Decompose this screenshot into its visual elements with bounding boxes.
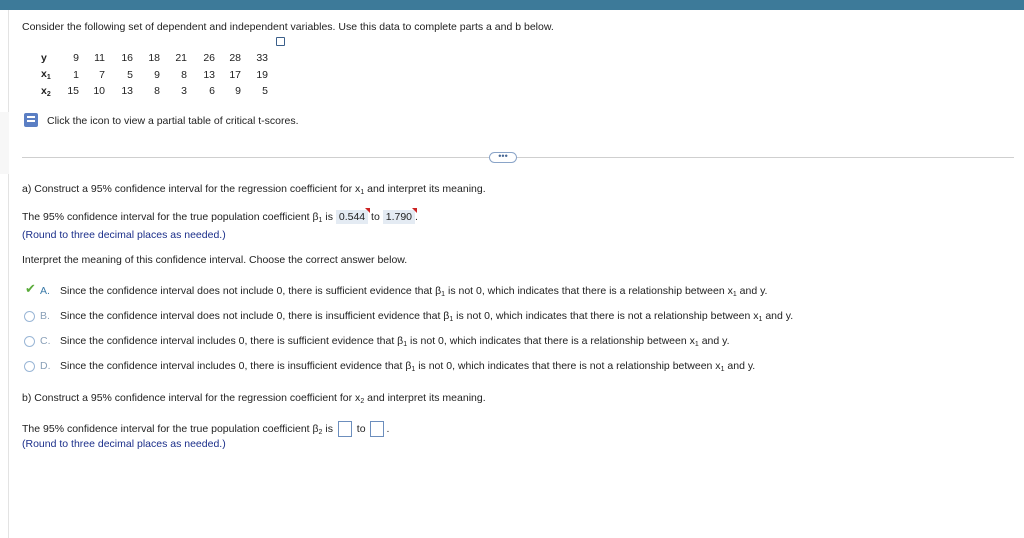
t-table-book-icon[interactable]	[24, 113, 38, 127]
row-label: $x_1$	[41, 68, 51, 82]
part-b-ci-statement: The 95% confidence interval for the true population coefficient $\beta_2$ is to .	[22, 422, 390, 436]
ci-upper-input[interactable]	[370, 421, 384, 437]
option-b-letter: B.	[40, 310, 50, 322]
table-cell: 13	[121, 85, 133, 98]
table-cell: 21	[175, 52, 187, 65]
top-bar	[0, 0, 1024, 10]
table-cell: 8	[154, 85, 160, 98]
rounding-hint: (Round to three decimal places as needed.)	[22, 229, 226, 241]
option-c-letter: C.	[40, 335, 51, 347]
table-cell: 17	[229, 68, 241, 81]
table-cell: 9	[235, 85, 241, 98]
left-band	[0, 112, 9, 174]
table-cell: 28	[229, 52, 241, 65]
table-cell: 10	[93, 85, 105, 98]
checkmark-icon[interactable]: ✔	[25, 281, 36, 296]
option-d-letter: D.	[40, 360, 51, 372]
option-a-letter: A.	[40, 285, 50, 297]
table-cell: 15	[67, 85, 79, 98]
table-cell: 19	[256, 68, 268, 81]
table-cell: 6	[209, 85, 215, 98]
interpret-prompt: Interpret the meaning of this confidence interval. Choose the correct answer below.	[22, 254, 408, 266]
table-cell: 13	[203, 68, 215, 81]
ci-lower-answer[interactable]: 0.544	[336, 210, 368, 224]
data-table	[41, 50, 268, 100]
expand-more-button[interactable]: •••	[489, 152, 517, 163]
ci-upper-answer[interactable]: 1.790	[383, 210, 415, 224]
part-a-question: a) Construct a 95% confidence interval for the regression coefficient for $x_1$ and interpret its meaning.	[22, 183, 486, 196]
table-cell: 33	[256, 52, 268, 65]
table-cell: 26	[203, 52, 215, 65]
part-b-question: b) Construct a 95% confidence interval for the regression coefficient for $x_2$ and interpret its meaning.	[22, 392, 486, 405]
option-d-text[interactable]: Since the confidence interval includes 0, there is insufficient evidence that $\beta_1$ is not 0, which indicates that there is not a relationship between $x_1$ and y.	[60, 360, 756, 373]
option-b-text[interactable]: Since the confidence interval does not include 0, there is insufficient evidence that $\beta_1$ is not 0, which indicates that there is not a relationship between $x_1$ and y.	[60, 310, 794, 323]
t-table-link-text[interactable]: Click the icon to view a partial table of critical t-scores.	[47, 115, 299, 127]
table-cell: 18	[148, 52, 160, 65]
copy-data-icon[interactable]	[276, 37, 285, 46]
option-d-radio[interactable]	[24, 361, 35, 372]
table-row-x2	[41, 83, 268, 100]
option-b-radio[interactable]	[24, 311, 35, 322]
table-cell: 7	[99, 68, 105, 81]
row-label: $x_2$	[41, 84, 51, 98]
rounding-hint-b: (Round to three decimal places as needed.)	[22, 438, 226, 450]
table-cell: 8	[181, 68, 187, 81]
table-cell: 3	[181, 85, 187, 98]
section-divider	[22, 157, 1014, 158]
table-cell: 9	[73, 52, 79, 65]
option-a-text[interactable]: Since the confidence interval does not include 0, there is sufficient evidence that $\beta_1$ is not 0, which indicates that there is a relationship between $x_1$ and y.	[60, 285, 768, 298]
table-cell: 11	[94, 52, 105, 65]
left-border	[8, 10, 9, 538]
table-cell: 5	[262, 85, 268, 98]
ci-lower-input[interactable]	[338, 421, 352, 437]
option-c-radio[interactable]	[24, 336, 35, 347]
question-intro: Consider the following set of dependent and independent variables. Use this data to complete parts a and b below.	[22, 21, 554, 33]
table-cell: 1	[73, 68, 79, 81]
table-row-y	[41, 50, 268, 67]
row-label: y	[41, 52, 47, 65]
option-c-text[interactable]: Since the confidence interval includes 0, there is sufficient evidence that $\beta_1$ is not 0, which indicates that there is a relationship between $x_1$ and y.	[60, 335, 730, 348]
table-row-x1	[41, 67, 268, 84]
table-cell: 16	[121, 52, 133, 65]
part-a-ci-statement: The 95% confidence interval for the true population coefficient $\beta_1$ is 0.544 to 1.790 .	[22, 211, 418, 224]
table-cell: 9	[154, 68, 160, 81]
table-cell: 5	[127, 68, 133, 81]
